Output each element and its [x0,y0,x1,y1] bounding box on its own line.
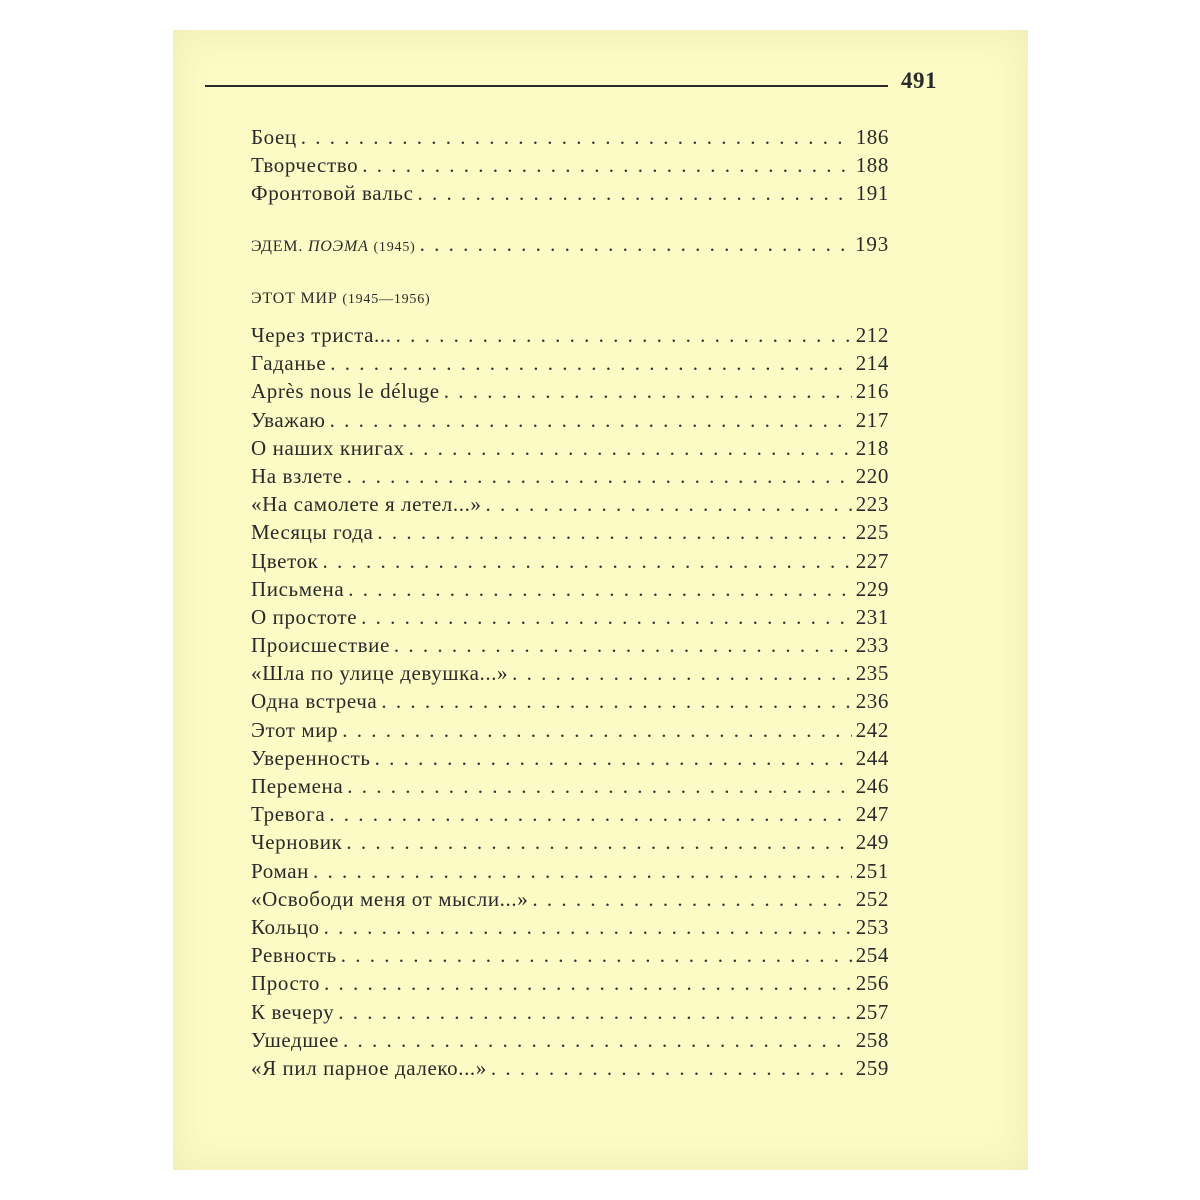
entry-page: 212 [855,323,889,347]
header-rule [205,85,888,87]
entry-page: 217 [855,407,889,432]
dot-leader [346,830,851,855]
toc-entry [251,746,889,774]
entry-title: Происшествие [251,633,390,658]
entry-title: Боец [251,125,297,149]
dot-leader [361,605,852,630]
dot-leader [532,887,851,912]
entry-title: Фронтовой вальс [251,181,414,205]
dot-leader [381,689,851,714]
entry-page: 235 [855,661,889,686]
toc-entry [251,436,889,464]
toc-entry [251,661,889,689]
toc-entry [251,379,889,407]
section-title [251,290,430,308]
dot-leader [348,577,851,602]
dot-leader [394,633,852,658]
dot-leader [491,1056,852,1081]
toc-entries [251,323,889,1084]
toc-entry [251,830,889,858]
entry-page: 259 [855,1055,889,1080]
entry-page: 246 [855,774,889,798]
entry-page: 254 [855,943,889,968]
entry-title: Роман [251,858,309,883]
dot-leader [322,549,851,574]
entry-page: 252 [855,886,889,911]
entry-page: 247 [855,802,889,827]
dot-leader [409,436,852,461]
toc-entry [251,577,889,605]
toc-entry [251,408,889,436]
toc-entry [251,633,889,661]
entry-title: Этот мир [251,717,339,742]
dot-leader [375,746,852,771]
entry-title: Après nous le déluge [251,379,440,404]
dot-leader [396,323,852,348]
entry-title: Черновик [251,830,343,855]
toc-entry [251,492,889,520]
toc-entry [251,549,889,577]
toc-entry [251,1028,889,1056]
toc-entry [251,351,889,379]
entry-page: 249 [855,830,889,855]
entry-page: 231 [855,604,889,629]
entry-title: О простоте [251,604,358,629]
toc-entry [251,1056,889,1084]
toc-section-this-world [251,290,889,316]
dot-leader [324,971,852,996]
toc-entry [251,887,889,915]
dot-leader [362,153,851,178]
dot-leader [338,1000,851,1025]
entry-page: 229 [855,576,889,601]
entry-title: Просто [251,971,321,996]
toc-entry [251,802,889,830]
toc-section-eden [251,232,889,260]
toc-entry [251,774,889,802]
entry-page: 216 [855,379,889,404]
entry-title: Одна встреча [251,689,378,714]
entry-page: 186 [855,125,889,149]
dot-leader [486,492,852,517]
toc-group-1 [251,125,889,209]
entry-page: 256 [855,971,889,996]
book-page [173,30,1028,1170]
dot-leader [512,661,852,686]
entry-title: Ревность [251,943,337,968]
entry-title: Гаданье [251,351,327,376]
entry-title: К вечеру [251,999,335,1024]
section-years: (1945) [373,240,416,255]
entry-title: «Освободи меня от мысли...» [251,886,529,911]
dot-leader [347,464,852,489]
entry-page: 253 [855,914,889,939]
dot-leader [343,1028,852,1053]
entry-page: 191 [855,181,889,205]
toc-entry [251,718,889,746]
entry-page: 242 [855,717,889,742]
toc-entry [251,181,889,209]
section-heading [251,232,889,260]
section-title [251,238,416,256]
entry-page: 233 [855,633,889,658]
section-name: ЭДЕМ. [251,238,304,255]
dot-leader [377,520,851,545]
section-years: (1945—1956) [342,292,431,307]
entry-title: На взлете [251,463,343,488]
dot-leader [324,915,852,940]
dot-leader [313,859,852,884]
toc-entry [251,153,889,181]
entry-title: Тревога [251,802,326,827]
section-heading [251,290,889,316]
entry-page: 218 [855,435,889,460]
entry-title: Ушедшее [251,1027,339,1052]
entry-title: «Шла по улице девушка...» [251,661,509,686]
toc-entry [251,915,889,943]
section-subtitle: ПОЭМА [307,238,369,255]
entry-title: Месяцы года [251,520,374,545]
toc-entry [251,605,889,633]
toc-entry [251,859,889,887]
section-name: ЭТОТ МИР [251,290,338,307]
entry-title: Уважаю [251,407,326,432]
entry-title: Перемена [251,774,344,798]
dot-leader [420,232,852,257]
dot-leader [330,408,852,433]
toc-entry [251,971,889,999]
entry-page: 188 [855,153,889,177]
entry-page: 223 [855,492,889,517]
entry-title: «На самолете я летел...» [251,492,482,517]
entry-page: 257 [855,999,889,1024]
entry-page: 220 [855,463,889,488]
entry-title: Через триста... [251,323,392,347]
entry-page: 236 [855,689,889,714]
dot-leader [301,125,852,150]
toc-entry [251,125,889,153]
toc-entry [251,1000,889,1028]
entry-title: О наших книгах [251,435,405,460]
toc-entry [251,464,889,492]
dot-leader [330,351,851,376]
entry-title: Уверенность [251,745,371,770]
dot-leader [329,802,851,827]
dot-leader [418,181,852,206]
entry-page: 227 [855,548,889,573]
entry-page: 193 [855,232,889,256]
toc-entry [251,323,889,351]
dot-leader [341,943,852,968]
entry-title: Кольцо [251,914,320,939]
entry-page: 244 [855,745,889,770]
toc-entry [251,689,889,717]
entry-title: «Я пил парное далеко...» [251,1055,487,1080]
entry-page: 225 [855,520,889,545]
entry-title: Письмена [251,576,345,601]
entry-title: Творчество [251,153,359,177]
toc-entry [251,520,889,548]
dot-leader [347,774,851,799]
dot-leader [444,379,852,404]
entry-page: 214 [855,351,889,376]
dot-leader [342,718,851,743]
entry-page: 258 [855,1027,889,1052]
toc-entry [251,943,889,971]
entry-page: 251 [855,858,889,883]
entry-title: Цветок [251,548,319,573]
page-number: 491 [901,68,937,93]
